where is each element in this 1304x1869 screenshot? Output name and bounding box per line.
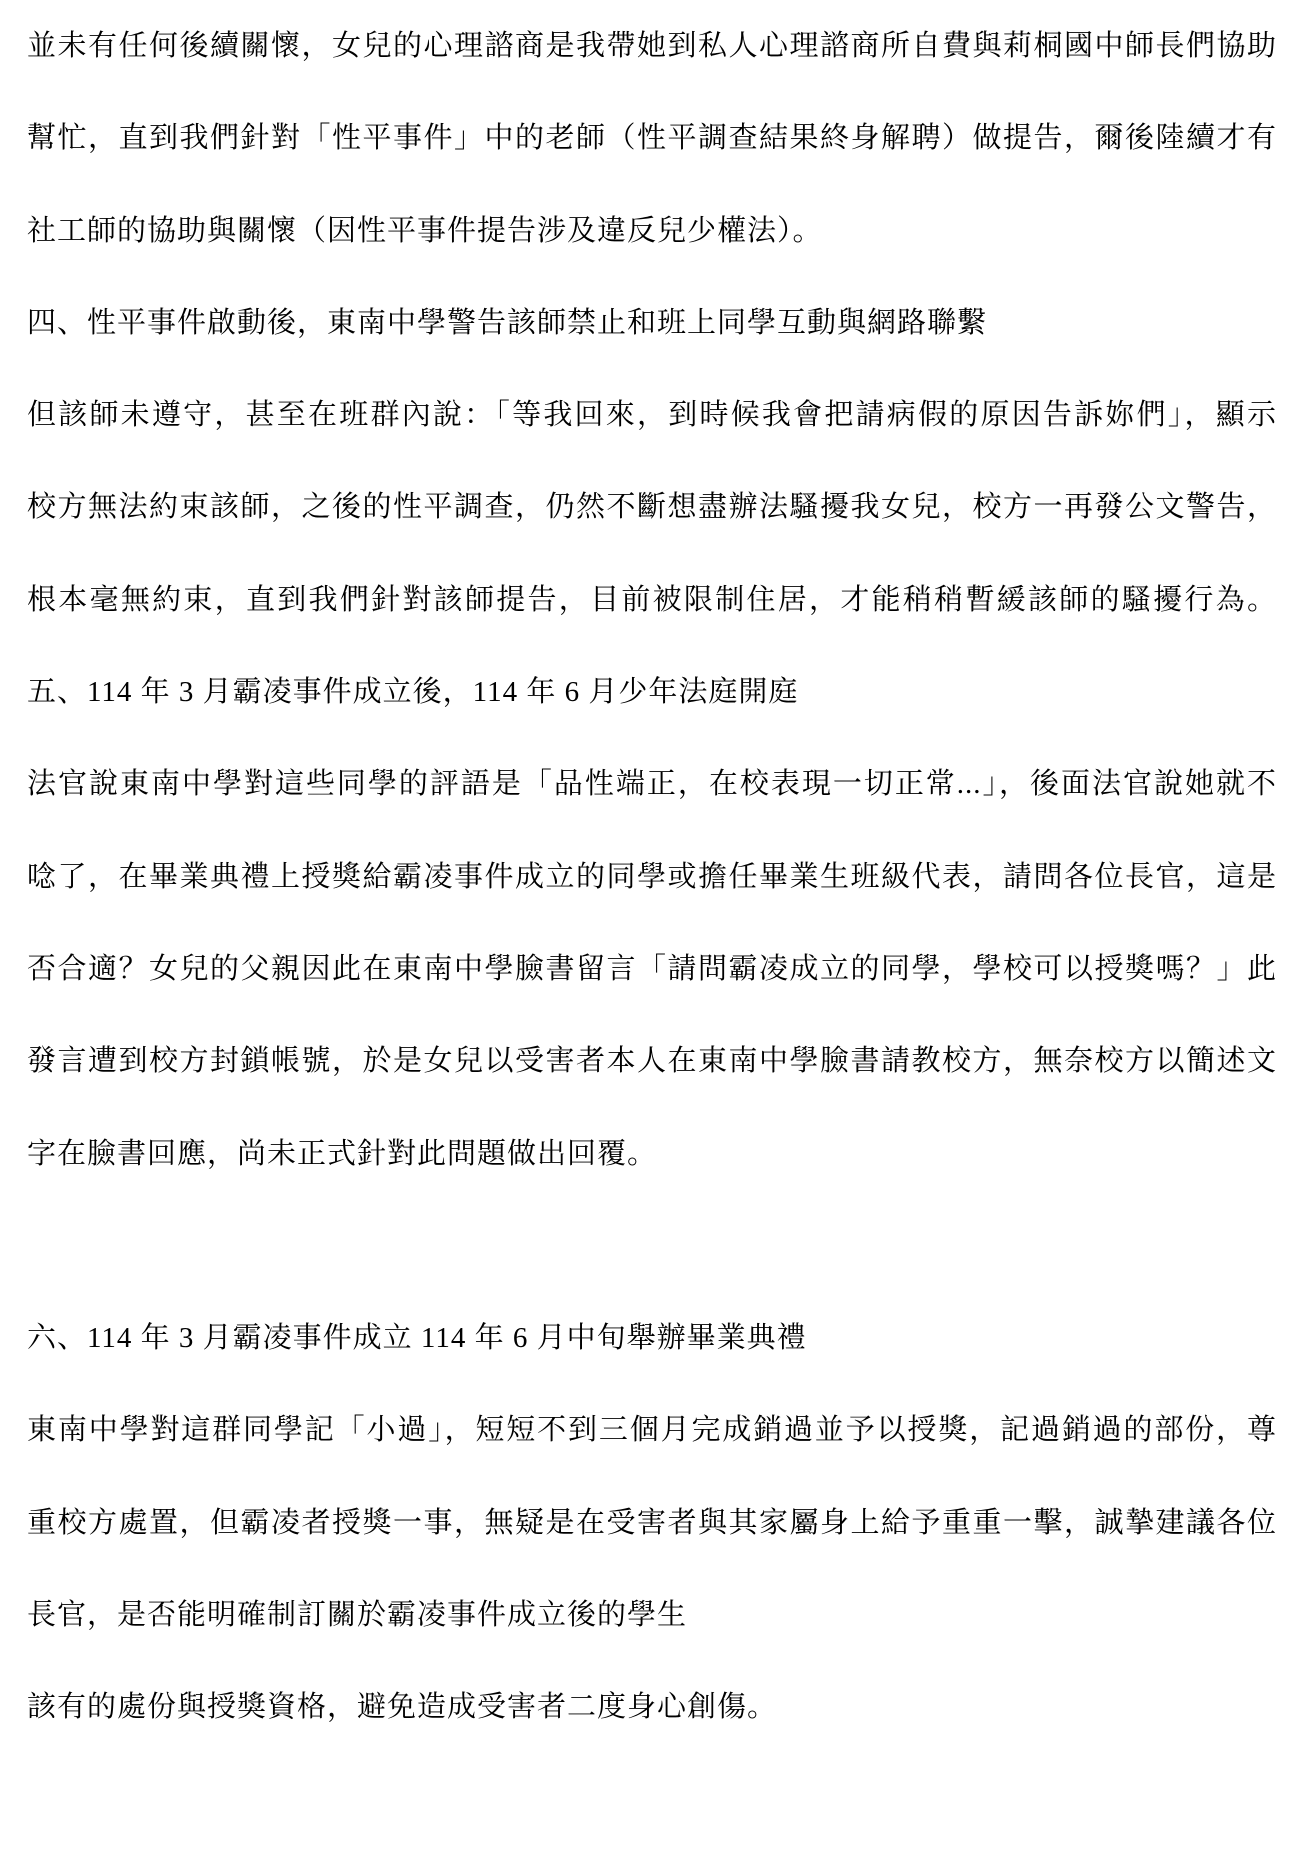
text-line: 並未有任何後續關懷，女兒的心理諮商是我帶她到私人心理諮商所自費與莉桐國中師長們協助 bbox=[27, 30, 1277, 62]
text-line: 根本毫無約束，直到我們針對該師提告，目前被限制住居，才能稍稍暫緩該師的騷擾行為。 bbox=[27, 583, 1277, 616]
text-line: 否合適？女兒的父親因此在東南中學臉書留言「請問霸凌成立的同學，學校可以授獎嗎？」此 bbox=[27, 952, 1277, 985]
text-line: 重校方處置，但霸凌者授獎一事，無疑是在受害者與其家屬身上給予重重一擊，誠摯建議各位 bbox=[27, 1506, 1277, 1539]
text-line: 社工師的協助與關懷（因性平事件提告涉及違反兒少權法）。 bbox=[27, 214, 823, 247]
text-line: 校方無法約束該師，之後的性平調查，仍然不斷想盡辦法騷擾我女兒，校方一再發公文警告， bbox=[27, 491, 1277, 524]
text-line: 發言遭到校方封鎖帳號，於是女兒以受害者本人在東南中學臉書請教校方，無奈校方以簡述文 bbox=[27, 1045, 1277, 1078]
text-line: 幫忙，直到我們針對「性平事件」中的老師（性平調查結果終身解聘）做提告，爾後陸續才有 bbox=[27, 122, 1277, 155]
text-line: 字在臉書回應，尚未正式針對此問題做出回覆。 bbox=[27, 1137, 658, 1170]
section-heading: 五、114 年 3 月霸凌事件成立後，114 年 6 月少年法庭開庭 bbox=[27, 676, 799, 709]
section-heading: 六、114 年 3 月霸凌事件成立 114 年 6 月中旬舉辦畢業典禮 bbox=[27, 1322, 807, 1355]
text-line: 法官說東南中學對這些同學的評語是「品性端正，在校表現一切正常...」，後面法官說她就不 bbox=[27, 768, 1277, 801]
document-body bbox=[27, 0, 1277, 1754]
text-line: 長官，是否能明確制訂關於霸凌事件成立後的學生 bbox=[27, 1599, 688, 1632]
section-heading: 四、性平事件啟動後，東南中學警告該師禁止和班上同學互動與網路聯繫 bbox=[27, 306, 988, 339]
text-line: 唸了，在畢業典禮上授獎給霸凌事件成立的同學或擔任畢業生班級代表，請問各位長官，這是 bbox=[27, 860, 1277, 893]
blank-line bbox=[27, 1200, 1277, 1292]
text-line: 東南中學對這群同學記「小過」，短短不到三個月完成銷過並予以授獎，記過銷過的部份，尊 bbox=[27, 1414, 1277, 1447]
text-line: 該有的處份與授獎資格，避免造成受害者二度身心創傷。 bbox=[27, 1691, 778, 1724]
text-line: 但該師未遵守，甚至在班群內說：「等我回來，到時候我會把請病假的原因告訴妳們」，顯示 bbox=[27, 399, 1277, 432]
